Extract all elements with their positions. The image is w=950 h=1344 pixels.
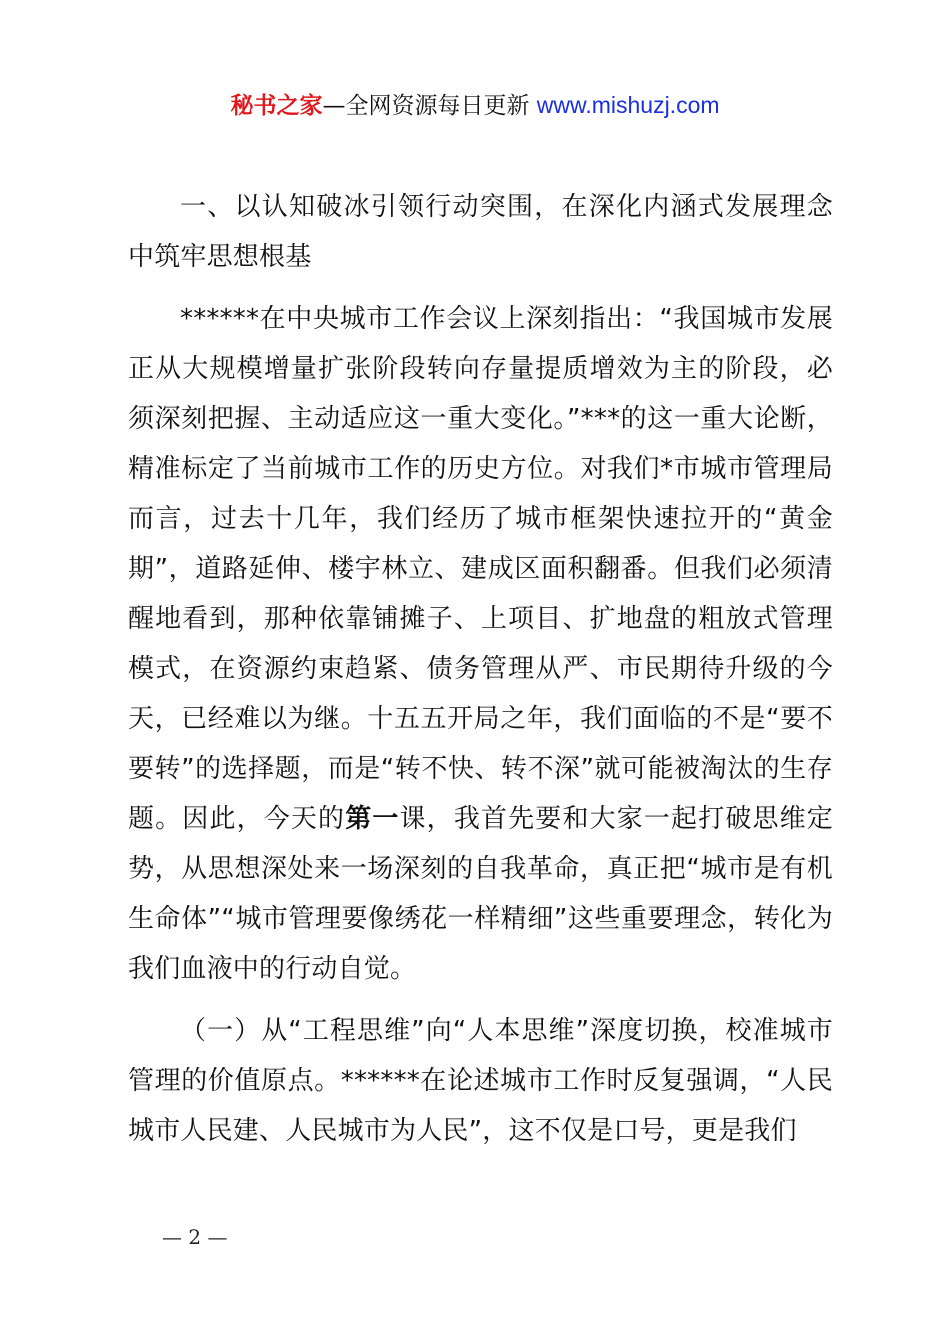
subsection-paragraph: （一）从“工程思维”向“人本思维”深度切换，校准城市管理的价值原点。******在论述城市工作时反复强调，“人民城市人民建、人民城市为人民”，这不仅是口号，更是我们 bbox=[128, 1016, 833, 1146]
header-brand: 秘书之家 bbox=[230, 93, 323, 119]
body-paragraph bbox=[128, 294, 833, 994]
document-body bbox=[128, 182, 833, 1168]
bold-emphasis: 第一 bbox=[345, 804, 400, 834]
paragraph-text-continued: 课，我首先要和大家一起打破思维定势，从思想深处来一场深刻的自我革命，真正把“城市是有机生命体”“城市管理要像绣花一样精细”这些重要理念，转化为我们血液中的行动自觉。 bbox=[128, 804, 834, 984]
section-heading: 一、以认知破冰引领行动突围，在深化内涵式发展理念中筑牢思想根基 bbox=[128, 192, 833, 272]
site-header bbox=[0, 86, 950, 125]
header-tagline: —全网资源每日更新 bbox=[322, 93, 530, 119]
page-number: — 2 — bbox=[162, 1225, 228, 1249]
header-url-link[interactable]: www.mishuzj.com bbox=[536, 92, 720, 118]
paragraph-text: ******在中央城市工作会议上深刻指出：“我国城市发展正从大规模增量扩张阶段转向存量提质增效为主的阶段，必须深刻把握、主动适应这一重大变化。”***的这一重大论断，精准标定了当前城市工作的历史方位。对我们*市城市管理局而言，过去十几年，我们经历了城市框架快速拉开的“黄金期”，道路延伸、楼宇林立、建成区面积翻番。但我们必须清醒地看到，那种依靠铺摊子、上项目、扩地盘的粗放式管理模式，在资源约束趋紧、债务管理从严、市民期待升级的今天，已经难以为继。十五五开局之年，我们面临的不是“要不要转”的选择题，而是“转不快、转不深”就可能被淘汰的生存题。因此，今天的 bbox=[128, 304, 833, 834]
